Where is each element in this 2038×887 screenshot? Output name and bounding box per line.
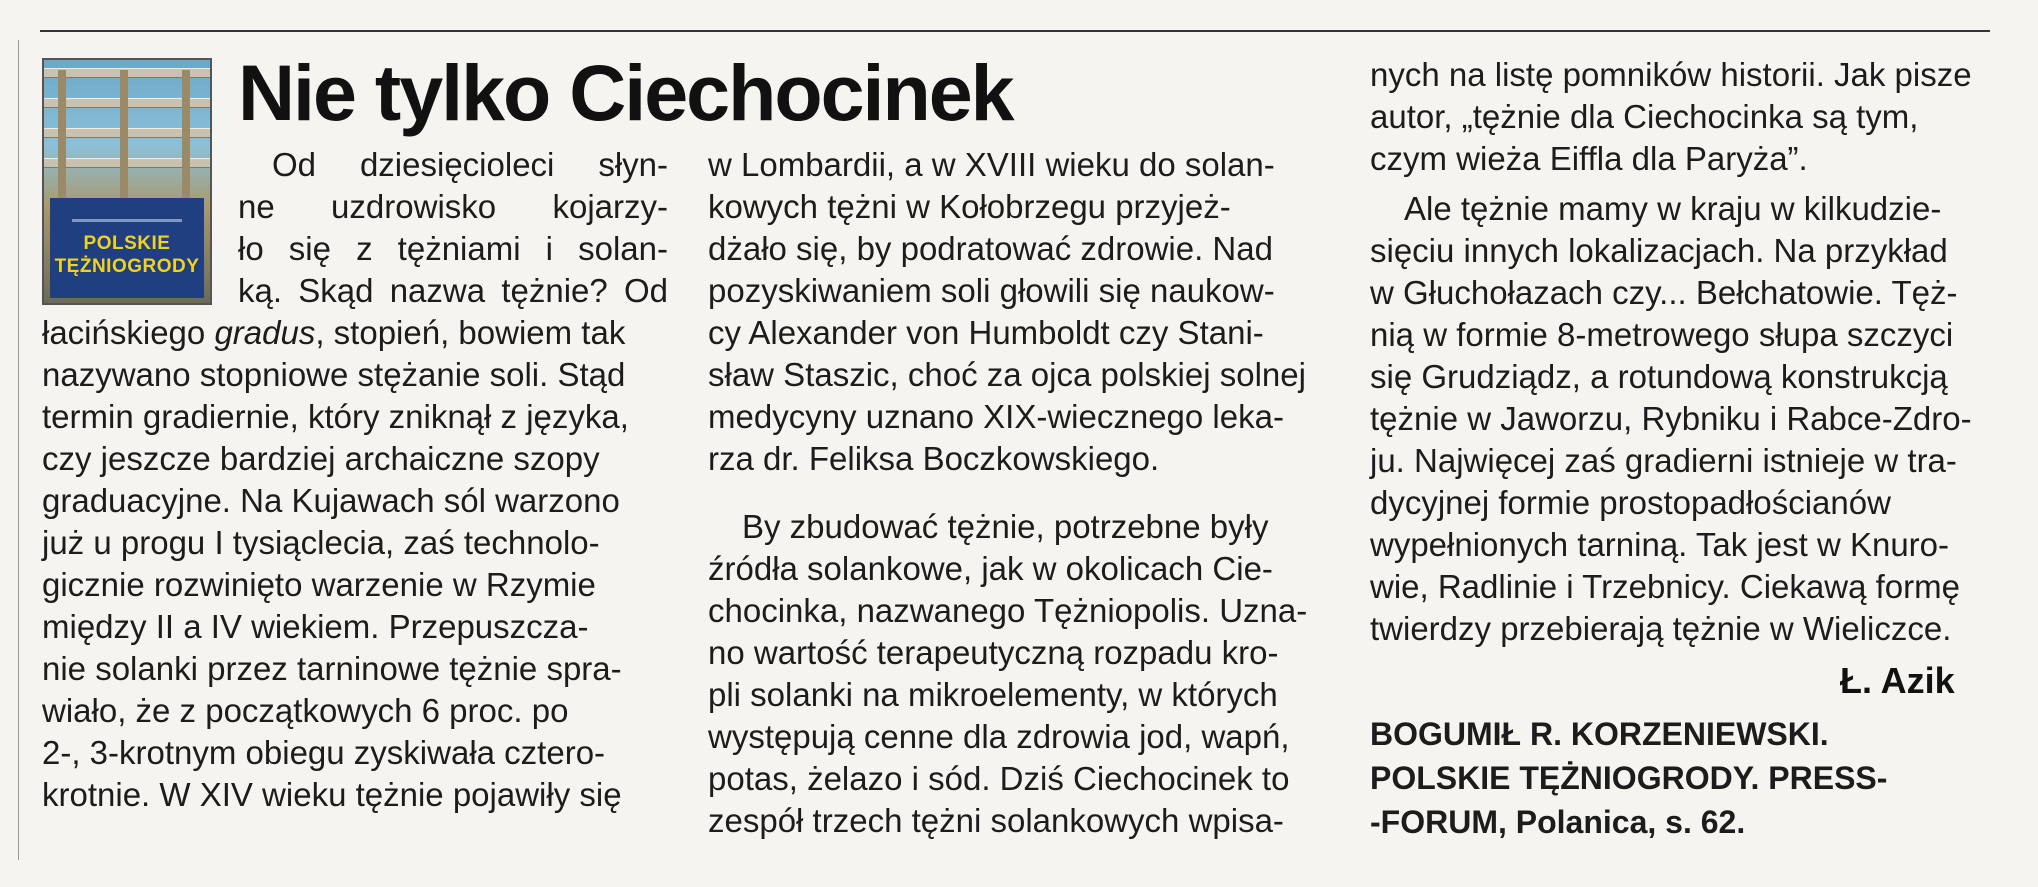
cover-title-line-1: POLSKIE <box>83 232 171 254</box>
text-line: 2-, 3-krotnym obiegu zyskiwała cztero- <box>42 734 606 771</box>
text-line: gicznie rozwinięto warzenie w Rzymie <box>42 566 596 603</box>
text-line: rza dr. Feliksa Boczkowskiego. <box>708 440 1160 477</box>
text-line: tężnie w Jaworzu, Rybniku i Rabce-Zdro- <box>1370 400 1972 437</box>
text-line: dycyjnej formie prostopadłościanów <box>1370 484 1891 521</box>
text-line: nazywano stopniowe stężanie soli. Stąd <box>42 356 626 393</box>
text-line: nie solanki przez tarninowe tężnie spra- <box>42 650 622 687</box>
cover-title-band <box>50 198 204 298</box>
text-line: sięciu innych lokalizacjach. Na przykład <box>1370 232 1948 269</box>
text-line: ju. Najwięcej zaś gradierni istnieje w tra- <box>1370 442 1957 479</box>
text-line: nych na listę pomników historii. Jak pisze <box>1370 56 1972 93</box>
source-line: BOGUMIŁ R. KORZENIEWSKI. <box>1370 716 1829 752</box>
text-line: graduacyjne. Na Kujawach sól warzono <box>42 482 620 519</box>
cover-post <box>182 70 190 215</box>
text-line: potas, żelazo i sód. Dziś Ciechocinek to <box>708 760 1290 797</box>
text-line: autor, „tężnie dla Ciechocinka są tym, <box>1370 98 1919 135</box>
text-line: twierdzy przebierają tężnie w Wieliczce. <box>1370 610 1952 647</box>
text-line: medycyny uznano XIX-wiecznego leka- <box>708 398 1284 435</box>
cover-author-line <box>72 219 182 222</box>
text-line: ne uzdrowisko kojarzy- <box>238 188 668 225</box>
text-line: występują cenne dla zdrowia jod, wapń, <box>708 718 1290 755</box>
text-line: Ale tężnie mamy w kraju w kilkudzie- <box>1404 190 1942 227</box>
text-line: sław Staszic, choć za ojca polskiej solnej <box>708 356 1306 393</box>
text-line: ką. Skąd nazwa tężnie? Od <box>238 272 668 309</box>
text-line: pli solanki na mikroelementy, w których <box>708 676 1278 713</box>
text-line: termin gradiernie, który zniknął z języka, <box>42 398 629 435</box>
text-line: wie, Radlinie i Trzebnicy. Ciekawą formę <box>1370 568 1960 605</box>
headline: Nie tylko Ciechocinek <box>238 48 1013 137</box>
author-signature: Ł. Azik <box>1840 660 1955 701</box>
text-line: wiało, że z początkowych 6 proc. po <box>42 692 569 729</box>
text-line: chocinka, nazwanego Tężniopolis. Uzna- <box>708 592 1308 629</box>
text-line: nią w formie 8-metrowego słupa szczyci <box>1370 316 1954 353</box>
cover-post <box>58 70 66 215</box>
text-line: w Głuchołazach czy... Bełchatowie. Tęż- <box>1370 274 1958 311</box>
text-line: zespół trzech tężni solankowych wpisa- <box>708 802 1284 839</box>
text-line: Od dziesięcioleci słyn- <box>272 146 668 183</box>
text-line: czy jeszcze bardziej archaiczne szopy <box>42 440 600 477</box>
text-line: między II a IV wiekiem. Przepuszcza- <box>42 608 589 645</box>
book-cover-image <box>42 58 212 305</box>
source-line: POLSKIE TĘŻNIOGRODY. PRESS- <box>1370 760 1888 796</box>
text-line: już u progu I tysiąclecia, zaś technolo- <box>42 524 600 561</box>
text-line: no wartość terapeutyczną rozpadu kro- <box>708 634 1279 671</box>
text-line: kowych tężni w Kołobrzegu przyjeż- <box>708 188 1231 225</box>
text-line: krotnie. W XIV wieku tężnie pojawiły się <box>42 776 622 813</box>
text-line: czym wieża Eiffla dla Paryża”. <box>1370 140 1808 177</box>
text-line: cy Alexander von Humboldt czy Stani- <box>708 314 1264 351</box>
text-segment: , stopień, bowiem tak <box>315 314 626 351</box>
text-line: w Lombardii, a w XVIII wieku do solan- <box>708 146 1275 183</box>
source-line: -FORUM, Polanica, s. 62. <box>1370 804 1746 840</box>
text-segment: łacińskiego <box>42 314 215 351</box>
text-line <box>42 313 625 353</box>
cover-post <box>120 70 128 215</box>
text-line: się Grudziądz, a rotundową konstrukcją <box>1370 358 1948 395</box>
text-line: źródła solankowe, jak w okolicach Cie- <box>708 550 1273 587</box>
text-line: By zbudować tężnie, potrzebne były <box>742 508 1269 545</box>
column-rule <box>18 40 19 860</box>
top-rule <box>40 30 1990 32</box>
text-line: ło się z tężniami i solan- <box>238 230 668 267</box>
text-line: dżało się, by podratować zdrowie. Nad <box>708 230 1273 267</box>
italic-term: gradus <box>214 314 316 351</box>
cover-title-line-2: TĘŻNIOGRODY <box>54 255 200 277</box>
text-line: pozyskiwaniem soli głowili się naukow- <box>708 272 1275 309</box>
text-line: wypełnionych tarniną. Tak jest w Knuro- <box>1370 526 1950 563</box>
